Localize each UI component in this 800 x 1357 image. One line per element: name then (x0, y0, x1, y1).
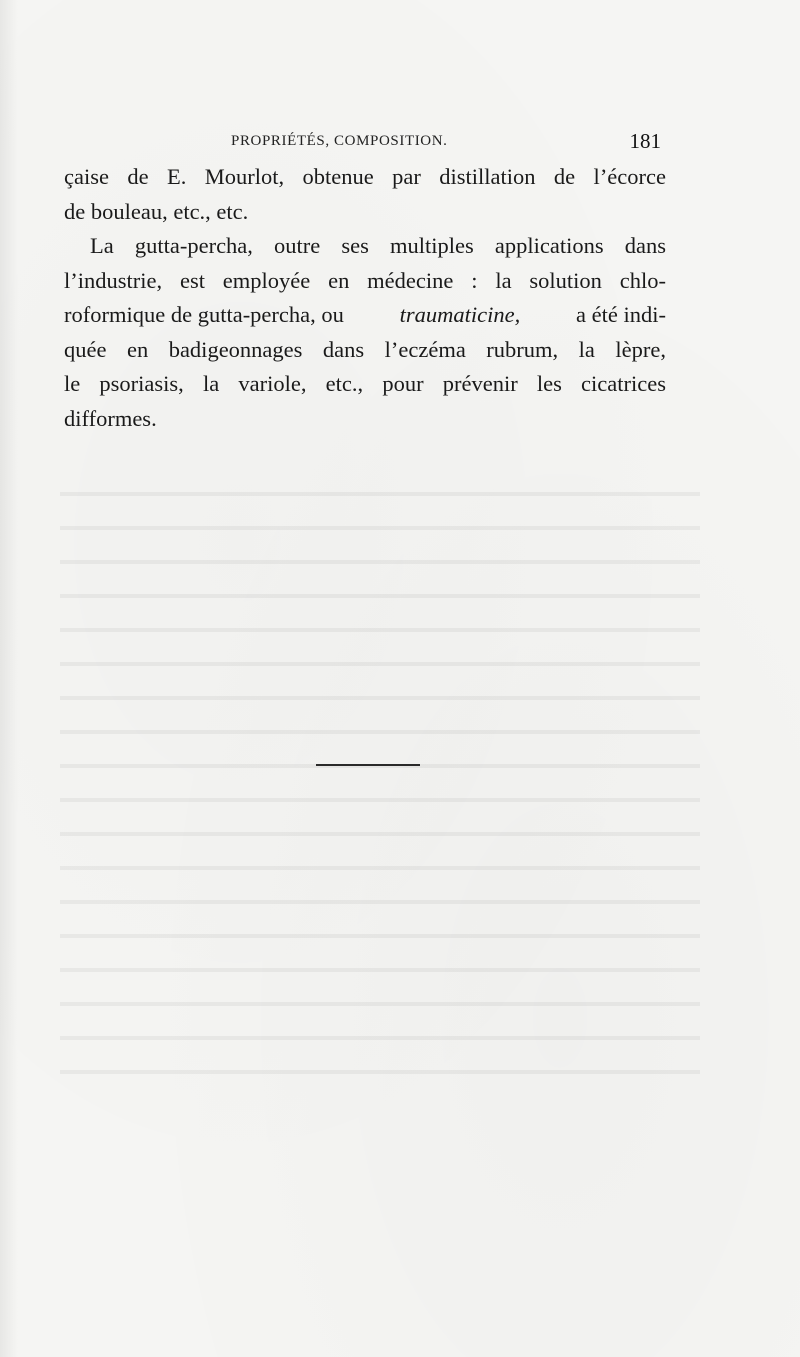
page-header (231, 129, 661, 157)
text-segment: roformique de gutta-percha, ou (64, 302, 344, 327)
text-line: l’industrie, est employée en médecine : la solution chlo- (64, 267, 666, 293)
show-through-texture (60, 470, 700, 1090)
page-gutter-shadow (0, 0, 18, 1357)
body-text (64, 160, 666, 436)
section-end-rule (316, 764, 420, 766)
text-line: quée en badigeonnages dans l’eczéma rubrum, la lèpre, (64, 336, 666, 362)
text-segment: a été indi- (576, 302, 666, 327)
running-head: PROPRIÉTÉS, COMPOSITION. (231, 133, 448, 149)
italic-term: traumaticine, (399, 302, 521, 327)
text-line: le psoriasis, la variole, etc., pour prévenir les cicatrices (64, 371, 666, 396)
page-number: 181 (629, 129, 661, 153)
text-line: de bouleau, etc., etc. (64, 198, 249, 224)
paragraph-first-line: La gutta-percha, outre ses multiples applications dans (90, 233, 666, 258)
text-line: çaise de E. Mourlot, obtenue par distillation de l’écorce (64, 164, 666, 189)
text-line-mixed (64, 298, 666, 333)
text-line: difformes. (64, 405, 157, 431)
